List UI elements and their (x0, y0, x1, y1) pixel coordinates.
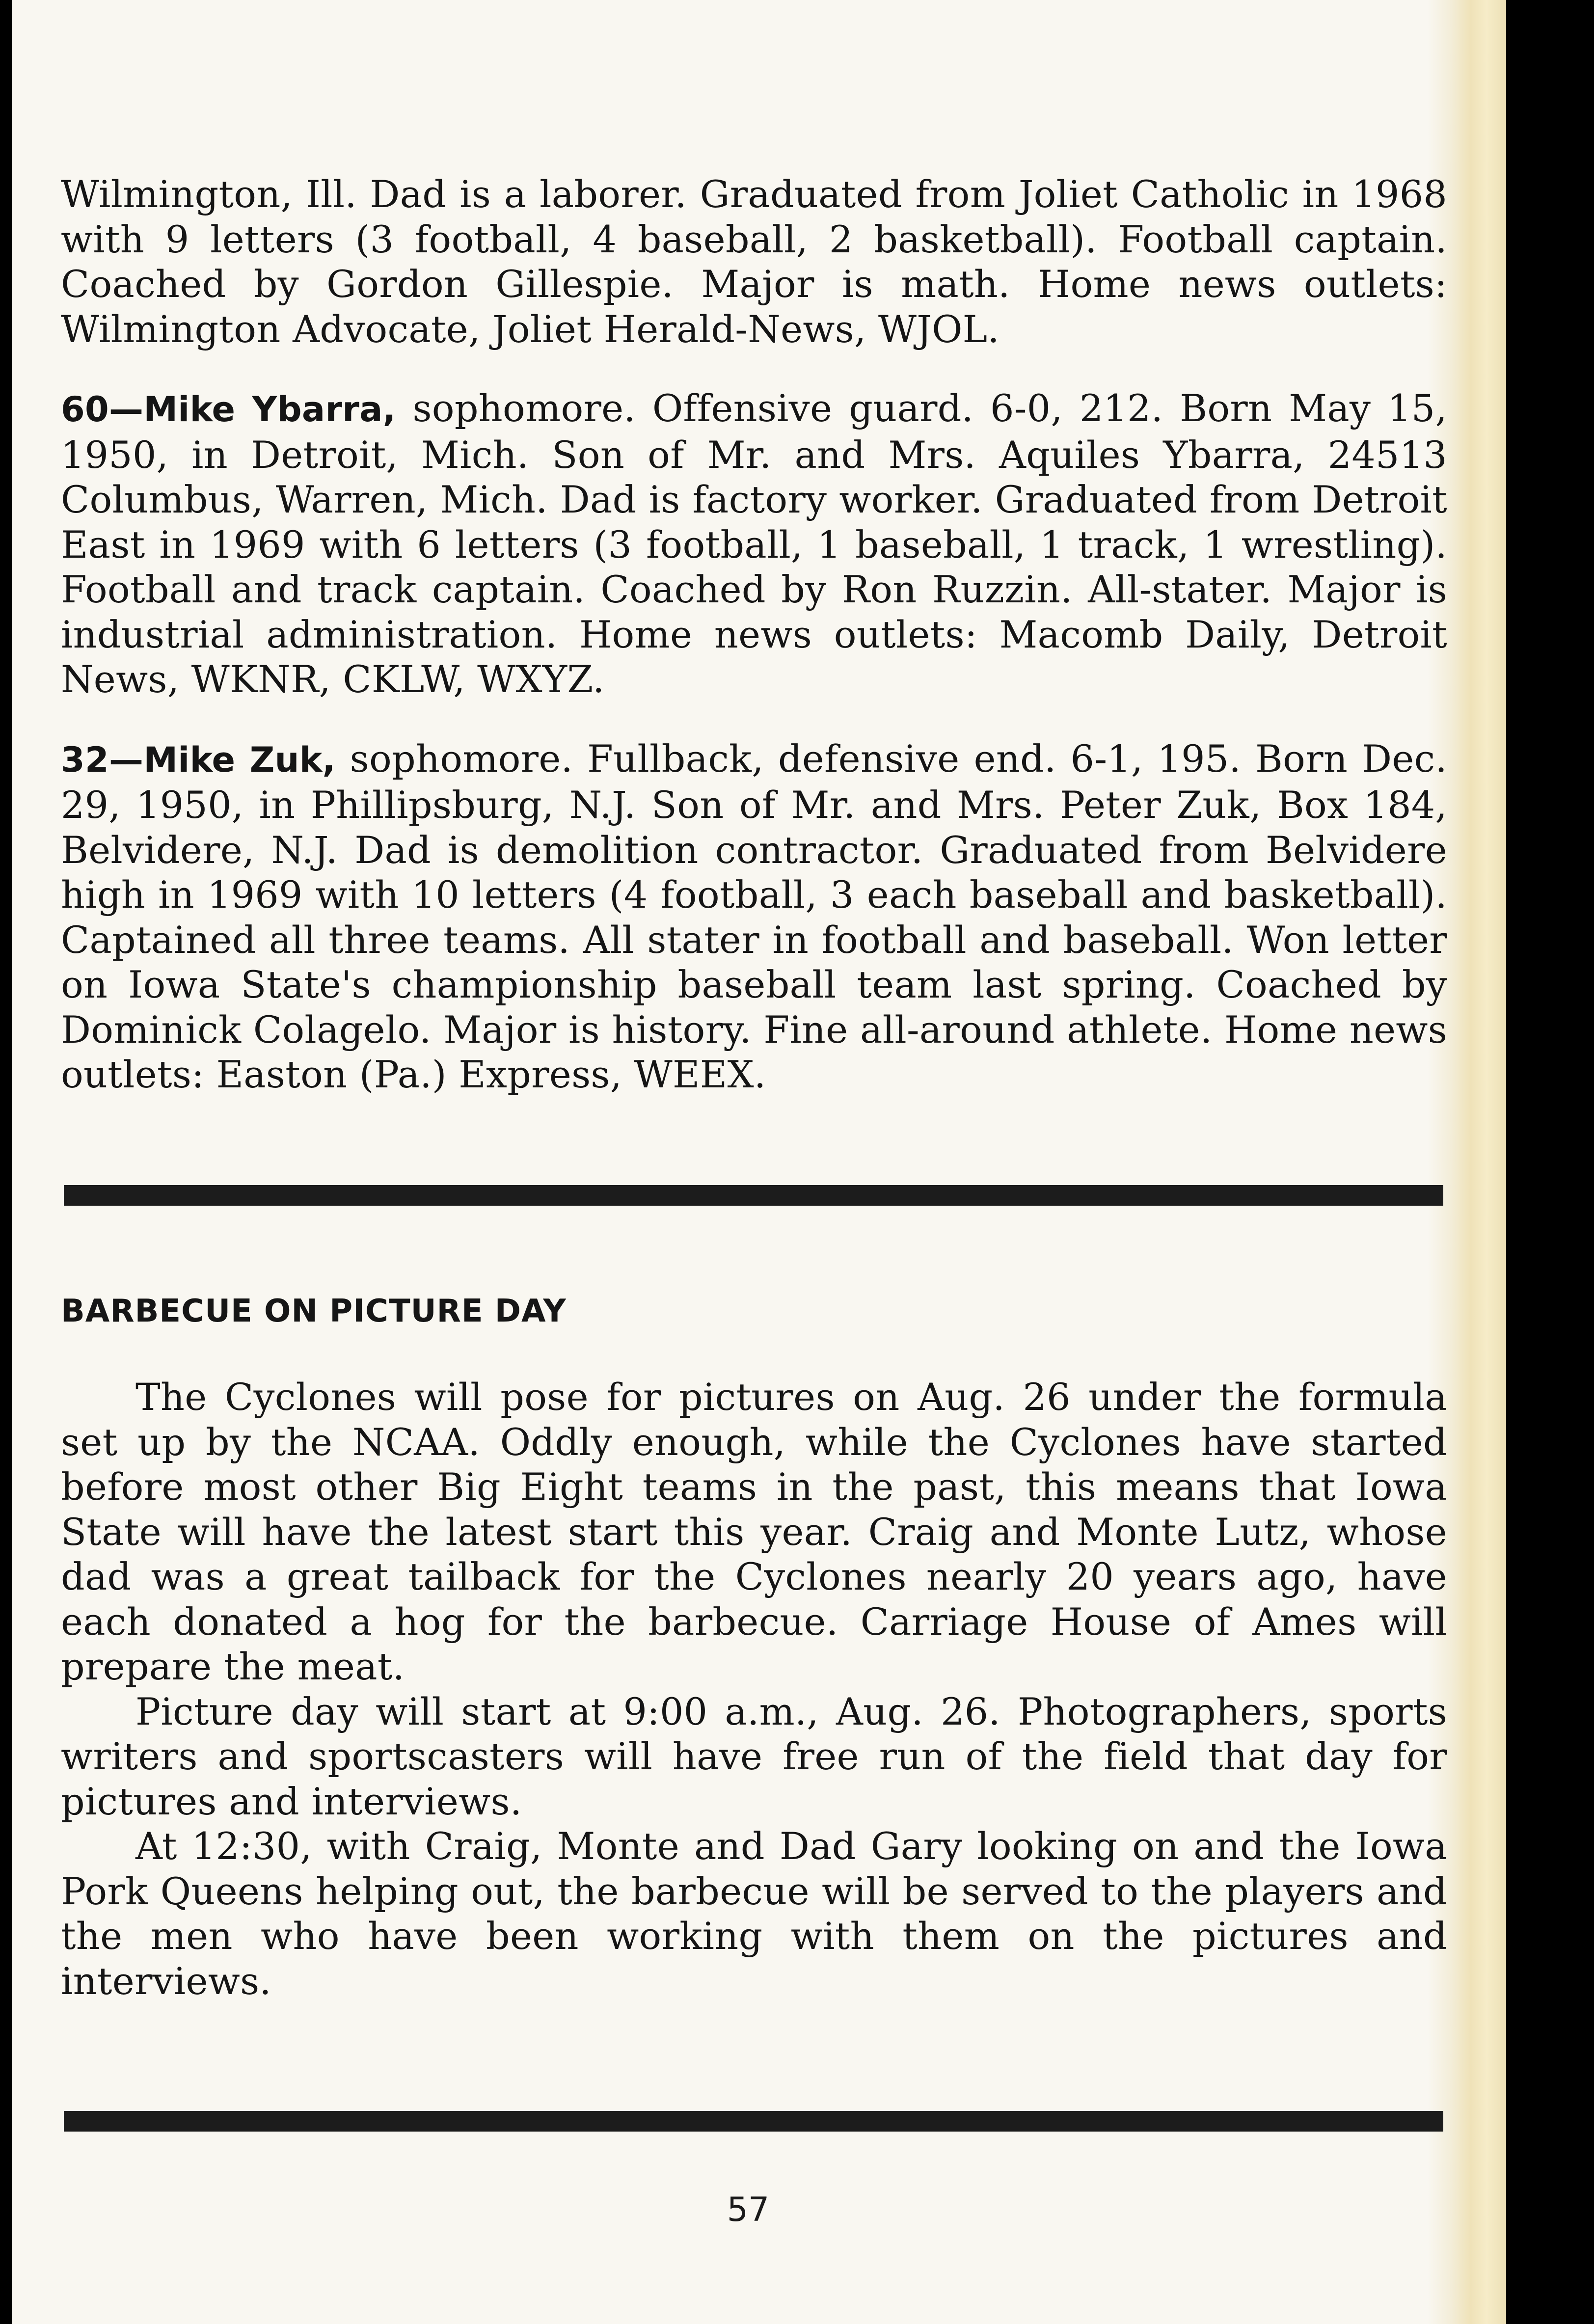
article-body (61, 1375, 1447, 2003)
bottom-divider (64, 2111, 1443, 2132)
section-divider (64, 1185, 1443, 1206)
roster-section (61, 172, 1447, 1132)
article-paragraph: At 12:30, with Craig, Monte and Dad Gary looking on and the Iowa Pork Queens helping out, the barbecue will be served to the players and the men who have been working with them on the pictures and interviews. (61, 1824, 1447, 2003)
roster-entry-zuk (61, 736, 1447, 1097)
roster-continuation-paragraph: Wilmington, Ill. Dad is a laborer. Graduated from Joliet Catholic in 1968 with 9 letters (3 football, 4 baseball, 2 basketball). Football captain. Coached by Gordon Gillespie. Major is math. Home news outlets: Wilmington Advocate, Joliet Herald-News, WJOL. (61, 172, 1447, 351)
book-page (12, 0, 1506, 2324)
player-name: Mike Ybarra, (143, 389, 396, 430)
page-number: 57 (727, 2190, 770, 2229)
player-name: Mike Zuk, (143, 739, 336, 780)
jersey-number: 32— (61, 739, 144, 780)
article-paragraph: The Cyclones will pose for pictures on Aug. 26 under the formula set up by the NCAA. Oddly enough, while the Cyclones have started before most other Big Eight teams in the past, this means that Iowa State will have the latest start this year. Craig and Monte Lutz, whose dad was a great tailback for the Cyclones nearly 20 years ago, have each donated a hog for the barbecue. Carriage House of Ames will prepare the meat. (61, 1375, 1447, 1688)
jersey-number: 60— (61, 389, 144, 430)
article-heading: BARBECUE ON PICTURE DAY (61, 1293, 567, 1329)
player-bio: sophomore. Offensive guard. 6-0, 212. Born May 15, 1950, in Detroit, Mich. Son of Mr. and Mrs. Aquiles Ybarra, 24513 Columbus, Warren, Mich. Dad is factory worker. Graduated from Detroit East in 1969 with 6 letters (3 football, 1 baseball, 1 track, 1 wrestling). Football and track captain. Coached by Ron Ruzzin. All-stater. Major is industrial administration. Home news outlets: Macomb Daily, Detroit News, WKNR, CKLW, WXYZ. (61, 386, 1447, 701)
player-bio: sophomore. Fullback, defensive end. 6-1, 195. Born Dec. 29, 1950, in Phillipsburg, N.J. Son of Mr. and Mrs. Peter Zuk, Box 184, Belvidere, N.J. Dad is demolition contractor. Graduated from Belvidere high in 1969 with 10 letters (4 football, 3 each baseball and basketball). Captained all three teams. All stater in football and baseball. Won letter on Iowa State's championship baseball team last spring. Coached by Dominick Colagelo. Major is history. Fine all-around athlete. Home news outlets: Easton (Pa.) Express, WEEX. (61, 736, 1448, 1096)
roster-entry-ybarra (61, 386, 1447, 702)
article-paragraph: Picture day will start at 9:00 a.m., Aug. 26. Photographers, sports writers and sportscasters will have free run of the field that day for pictures and interviews. (61, 1689, 1447, 1823)
